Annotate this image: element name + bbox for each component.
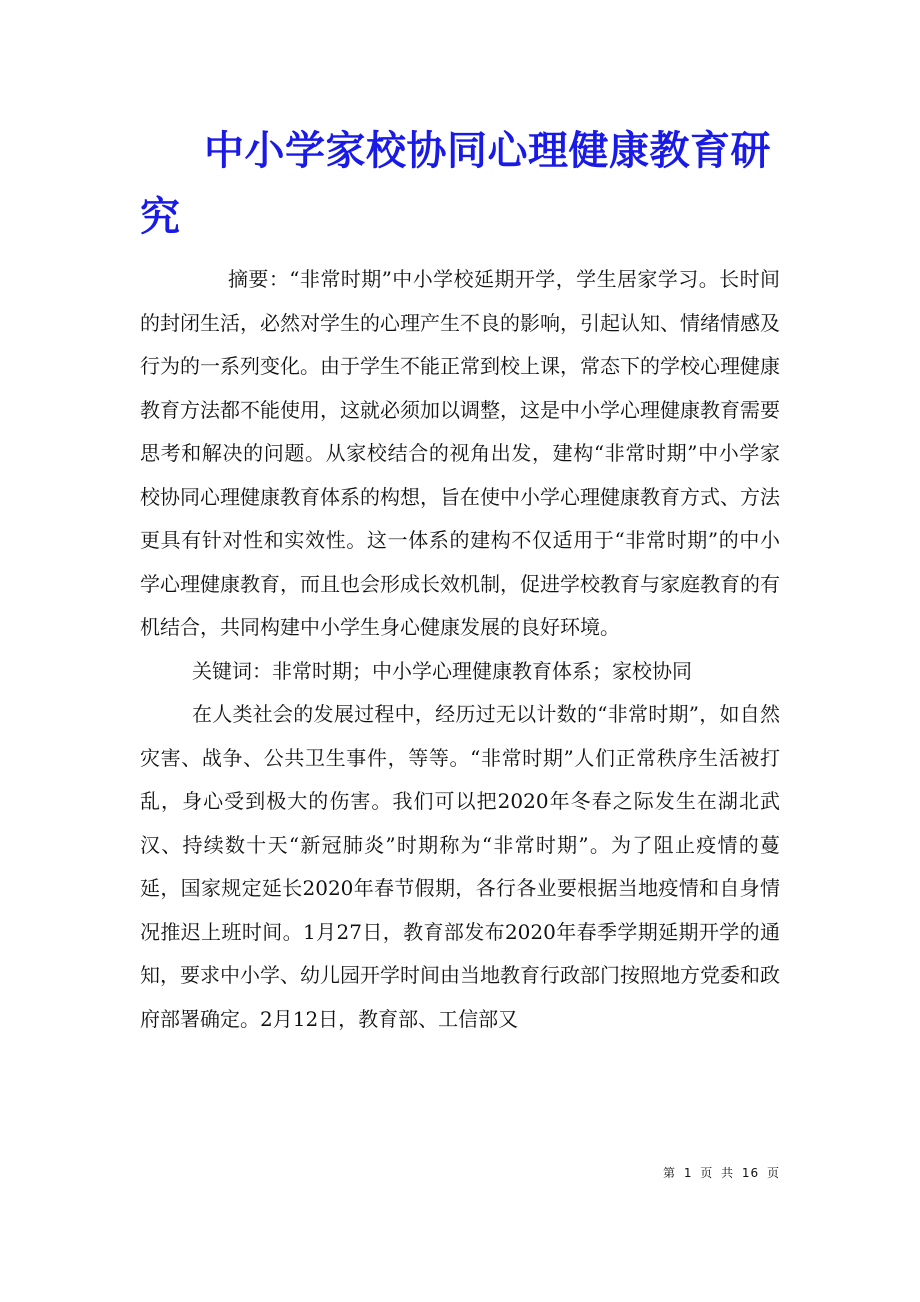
body-paragraph: 在人类社会的发展过程中，经历过无以计数的“非常时期”，如自然灾害、战争、公共卫生事件，等等。“非常时期”人们正常秩序生活被打乱，身心受到极大的伤害。我们可以把2020年冬春之际发生在湖北武汉、持续数十天“新冠肺炎”时期称为“非常时期”。为了阻止疫情的蔓延，国家规定延长2020年春节假期，各行各业要根据当地疫情和自身情况推迟上班时间。1月27日，教育部发布2020年春季学期延期开学的通知，要求中小学、幼儿园开学时间由当地教育行政部门按照地方党委和政府部署确定。2月12日，教育部、工信部又: [140, 702, 780, 1031]
document-title: 中小学家校协同心理健康教育研究: [140, 127, 771, 240]
keywords-line: 关键词：非常时期；中小学心理健康教育体系；家校协同: [192, 658, 692, 683]
page-number-footer: 第 1 页 共 16 页: [663, 1166, 780, 1180]
document-body: [140, 258, 780, 1041]
abstract-paragraph: 摘要：“非常时期”中小学校延期开学，学生居家学习。长时间的封闭生活，必然对学生的心理产生不良的影响，引起认知、情绪情感及行为的一系列变化。由于学生不能正常到校上课，常态下的学校心理健康教育方法都不能使用，这就必须加以调整，这是中小学心理健康教育需要思考和解决的问题。从家校结合的视角出发，建构“非常时期”中小学家校协同心理健康教育体系的构想，旨在使中小学心理健康教育方式、方法更具有针对性和实效性。这一体系的建构不仅适用于“非常时期”的中小学心理健康教育，而且也会形成长效机制，促进学校教育与家庭教育的有机结合，共同构建中小学生身心健康发展的良好环境。: [140, 267, 780, 639]
